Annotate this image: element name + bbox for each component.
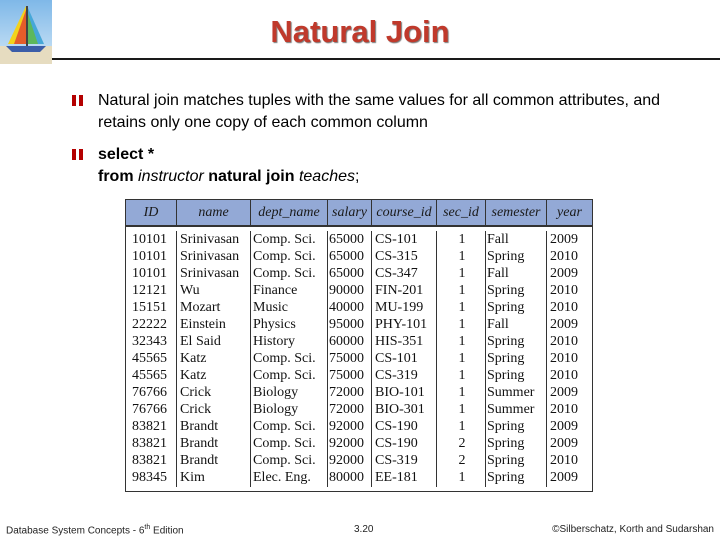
query-relation-2: teaches (298, 168, 355, 185)
table-header (126, 200, 592, 227)
table-row (126, 299, 592, 316)
cell-year: 2009 (550, 266, 578, 281)
cell-dept-name: Physics (253, 317, 296, 332)
cell-name: Wu (180, 283, 200, 298)
table-row (126, 231, 592, 248)
cell-course-id: CS-347 (375, 266, 418, 281)
cell-sec-id: 1 (458, 402, 466, 417)
cell-semester: Summer (487, 402, 535, 417)
cell-name: Srinivasan (180, 249, 240, 264)
cell-name: Kim (180, 470, 205, 485)
cell-sec-id: 1 (458, 300, 466, 315)
cell-salary: 95000 (329, 317, 364, 332)
cell-sec-id: 1 (458, 351, 466, 366)
column-header-semester: semester (486, 200, 547, 225)
table-row (126, 350, 592, 367)
bullet-item-query (72, 144, 692, 188)
cell-salary: 65000 (329, 249, 364, 264)
cell-semester: Fall (487, 232, 509, 247)
cell-year: 2009 (550, 385, 578, 400)
cell-id: 45565 (132, 351, 167, 366)
table-row (126, 418, 592, 435)
cell-salary: 40000 (329, 300, 364, 315)
cell-course-id: BIO-101 (375, 385, 425, 400)
cell-year: 2010 (550, 368, 578, 383)
cell-semester: Spring (487, 470, 525, 485)
cell-id: 22222 (132, 317, 167, 332)
cell-name: El Said (180, 334, 221, 349)
cell-name: Crick (180, 385, 212, 400)
cell-sec-id: 1 (458, 385, 466, 400)
cell-year: 2010 (550, 300, 578, 315)
cell-year: 2009 (550, 317, 578, 332)
cell-sec-id: 1 (458, 249, 466, 264)
cell-salary: 92000 (329, 419, 364, 434)
cell-id: 15151 (132, 300, 167, 315)
cell-dept-name: Comp. Sci. (253, 419, 316, 434)
cell-name: Brandt (180, 453, 219, 468)
cell-course-id: CS-101 (375, 232, 418, 247)
cell-dept-name: Biology (253, 402, 299, 417)
footer-page-number: 3.20 (354, 524, 374, 535)
footer-copyright: ©Silberschatz, Korth and Sudarshan (552, 524, 714, 535)
cell-dept-name: Comp. Sci. (253, 368, 316, 383)
cell-semester: Spring (487, 300, 525, 315)
cell-year: 2010 (550, 351, 578, 366)
cell-year: 2009 (550, 419, 578, 434)
cell-dept-name: Elec. Eng. (253, 470, 311, 485)
cell-course-id: CS-190 (375, 436, 418, 451)
cell-dept-name: Comp. Sci. (253, 453, 316, 468)
cell-course-id: CS-319 (375, 368, 418, 383)
cell-name: Srinivasan (180, 232, 240, 247)
cell-course-id: BIO-301 (375, 402, 425, 417)
cell-salary: 72000 (329, 385, 364, 400)
cell-dept-name: History (253, 334, 295, 349)
cell-sec-id: 1 (458, 470, 466, 485)
bullet-list (72, 90, 692, 198)
cell-salary: 90000 (329, 283, 364, 298)
cell-name: Katz (180, 368, 207, 383)
bullet-square-icon (72, 95, 83, 106)
footer-book-title-text: Database System Concepts - 6 (6, 525, 145, 537)
column-header-id: ID (126, 200, 177, 225)
query-from-keyword: from (98, 168, 134, 185)
cell-sec-id: 1 (458, 232, 466, 247)
footer-edition-suffix: Edition (150, 525, 184, 537)
cell-sec-id: 2 (458, 453, 466, 468)
cell-salary: 65000 (329, 266, 364, 281)
cell-id: 10101 (132, 249, 167, 264)
cell-sec-id: 1 (458, 419, 466, 434)
cell-course-id: CS-101 (375, 351, 418, 366)
slide-title: Natural Join (270, 14, 450, 49)
cell-year: 2010 (550, 453, 578, 468)
cell-id: 83821 (132, 453, 167, 468)
cell-dept-name: Biology (253, 385, 299, 400)
title-divider (52, 58, 720, 60)
cell-salary: 72000 (329, 402, 364, 417)
cell-dept-name: Finance (253, 283, 298, 298)
cell-id: 10101 (132, 266, 167, 281)
query-relation-1: instructor (138, 168, 204, 185)
cell-name: Brandt (180, 436, 219, 451)
cell-dept-name: Comp. Sci. (253, 232, 316, 247)
cell-semester: Spring (487, 368, 525, 383)
cell-course-id: MU-199 (375, 300, 424, 315)
table-row (126, 435, 592, 452)
footer-edition-sup: th (144, 524, 151, 531)
cell-dept-name: Comp. Sci. (253, 436, 316, 451)
bullet-square-icon (72, 149, 83, 160)
cell-dept-name: Comp. Sci. (253, 249, 316, 264)
cell-semester: Fall (487, 266, 509, 281)
cell-semester: Summer (487, 385, 535, 400)
cell-sec-id: 1 (458, 317, 466, 332)
footer-book-title (6, 524, 184, 536)
query-semicolon: ; (355, 168, 360, 185)
table-row (126, 316, 592, 333)
cell-id: 83821 (132, 436, 167, 451)
column-header-name: name (177, 200, 251, 225)
column-header-salary: salary (328, 200, 372, 225)
cell-salary: 92000 (329, 453, 364, 468)
cell-course-id: HIS-351 (375, 334, 424, 349)
cell-course-id: PHY-101 (375, 317, 428, 332)
cell-sec-id: 1 (458, 283, 466, 298)
cell-sec-id: 1 (458, 368, 466, 383)
cell-semester: Spring (487, 334, 525, 349)
cell-id: 12121 (132, 283, 167, 298)
cell-course-id: CS-190 (375, 419, 418, 434)
cell-salary: 80000 (329, 470, 364, 485)
column-header-year: year (557, 205, 582, 220)
cell-salary: 65000 (329, 232, 364, 247)
cell-name: Einstein (180, 317, 226, 332)
cell-course-id: CS-319 (375, 453, 418, 468)
table-row (126, 367, 592, 384)
cell-year: 2010 (550, 402, 578, 417)
cell-name: Crick (180, 402, 212, 417)
cell-id: 98345 (132, 470, 167, 485)
column-header-dept-name: dept_name (251, 200, 328, 225)
table-row (126, 333, 592, 350)
cell-semester: Spring (487, 249, 525, 264)
cell-salary: 75000 (329, 351, 364, 366)
column-header-sec-id: sec_id (437, 200, 486, 225)
cell-semester: Spring (487, 453, 525, 468)
cell-id: 32343 (132, 334, 167, 349)
bullet-text: Natural join matches tuples with the same values for all common attributes, and retains only one copy of each common column (98, 92, 661, 131)
cell-course-id: FIN-201 (375, 283, 424, 298)
cell-salary: 92000 (329, 436, 364, 451)
cell-salary: 75000 (329, 368, 364, 383)
cell-sec-id: 1 (458, 334, 466, 349)
cell-year: 2010 (550, 334, 578, 349)
result-table (125, 199, 593, 492)
cell-year: 2009 (550, 470, 578, 485)
cell-salary: 60000 (329, 334, 364, 349)
query-line-1: select * (98, 146, 155, 163)
cell-id: 45565 (132, 368, 167, 383)
cell-semester: Spring (487, 419, 525, 434)
bullet-item (72, 90, 692, 134)
cell-course-id: CS-315 (375, 249, 418, 264)
cell-name: Srinivasan (180, 266, 240, 281)
cell-dept-name: Comp. Sci. (253, 351, 316, 366)
table-row (126, 401, 592, 418)
cell-semester: Spring (487, 351, 525, 366)
query-join-keyword: natural join (208, 168, 295, 185)
cell-year: 2009 (550, 436, 578, 451)
cell-semester: Spring (487, 283, 525, 298)
column-header-course-id: course_id (372, 200, 437, 225)
cell-name: Brandt (180, 419, 219, 434)
table-row (126, 384, 592, 401)
cell-name: Mozart (180, 300, 221, 315)
table-row (126, 265, 592, 282)
table-row (126, 452, 592, 469)
cell-dept-name: Music (253, 300, 288, 315)
table-row (126, 469, 592, 486)
cell-sec-id: 1 (458, 266, 466, 281)
cell-year: 2010 (550, 249, 578, 264)
cell-dept-name: Comp. Sci. (253, 266, 316, 281)
cell-sec-id: 2 (458, 436, 466, 451)
cell-id: 76766 (132, 385, 167, 400)
cell-id: 10101 (132, 232, 167, 247)
cell-id: 76766 (132, 402, 167, 417)
cell-course-id: EE-181 (375, 470, 418, 485)
cell-semester: Spring (487, 436, 525, 451)
cell-name: Katz (180, 351, 207, 366)
cell-year: 2010 (550, 283, 578, 298)
cell-semester: Fall (487, 317, 509, 332)
table-row (126, 248, 592, 265)
table-row (126, 282, 592, 299)
cell-year: 2009 (550, 232, 578, 247)
cell-id: 83821 (132, 419, 167, 434)
